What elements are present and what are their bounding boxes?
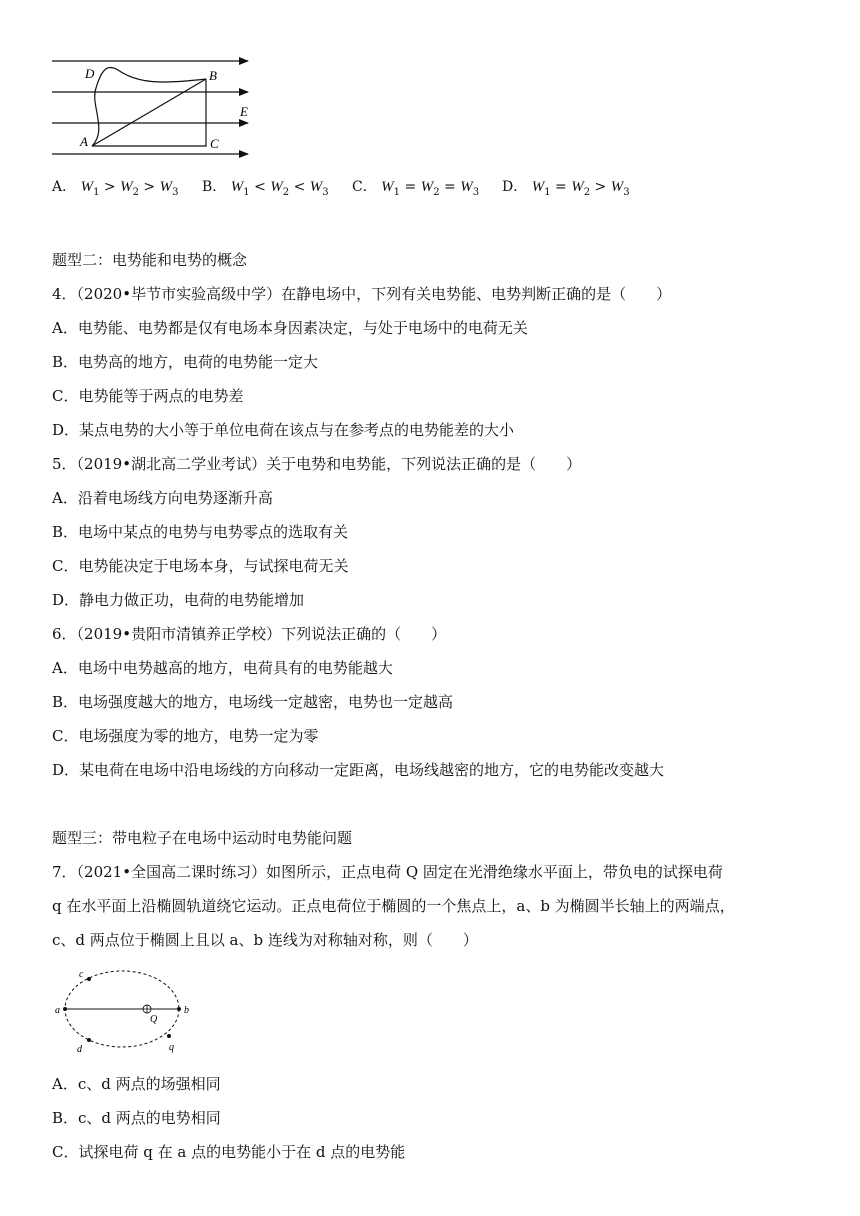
q4-option-a[interactable]: A．电势能、电势都是仅有电场本身因素决定，与处于电场中的电荷无关 xyxy=(52,319,528,337)
q7-stem-line-1: 7．（2021•全国高二课时练习）如图所示，正点电荷 Q 固定在光滑绝缘水平面上，带负电的试探电荷 xyxy=(52,863,723,881)
q5-stem: 5．（2019•湖北高二学业考试）关于电势和电势能，下列说法正确的是（ ） xyxy=(52,455,582,473)
point-c xyxy=(87,977,91,981)
label-e: E xyxy=(240,104,248,119)
section-2-heading: 题型二：电势能和电势的概念 xyxy=(52,251,248,269)
field-diagram xyxy=(50,50,260,162)
label-d: D xyxy=(85,66,95,81)
q7-option-c[interactable]: C．试探电荷 q 在 a 点的电势能小于在 d 点的电势能 xyxy=(52,1143,406,1161)
label-b: b xyxy=(184,1005,189,1016)
straight-path-ab xyxy=(92,79,206,146)
ellipse-orbit-diagram xyxy=(52,962,202,1058)
q3-option-c[interactable]: C． $W_1 = W_2 = W_3$ xyxy=(352,179,480,198)
q3-option-d[interactable]: D． $W_1 = W_2 > W_3$ xyxy=(502,179,630,198)
q7-stem-line-2: q 在水平面上沿椭圆轨道绕它运动。正点电荷位于椭圆的一个焦点上，a、b 为椭圆半长轴上的两端点， xyxy=(52,897,735,915)
q5-option-d[interactable]: D．静电力做正功，电荷的电势能增加 xyxy=(52,591,305,609)
q5-option-c[interactable]: C．电势能决定于电场本身，与试探电荷无关 xyxy=(52,557,349,575)
q6-option-c[interactable]: C．电场强度为零的地方，电势一定为零 xyxy=(52,727,319,745)
label-a: A xyxy=(80,134,88,149)
q4-stem: 4．（2020•毕节市实验高级中学）在静电场中，下列有关电势能、电势判断正确的是（ ） xyxy=(52,285,672,303)
q6-stem: 6．（2019•贵阳市清镇养正学校）下列说法正确的（ ） xyxy=(52,625,447,643)
q3-option-b[interactable]: B． $W_1 < W_2 < W_3$ xyxy=(202,179,329,198)
q7-option-b[interactable]: B．c、d 两点的电势相同 xyxy=(52,1109,221,1127)
point-a xyxy=(63,1007,67,1011)
label-c: C xyxy=(210,136,219,151)
q6-option-b[interactable]: B．电场强度越大的地方，电场线一定越密，电势也一定越高 xyxy=(52,693,454,711)
q6-option-a[interactable]: A．电场中电势越高的地方，电荷具有的电势能越大 xyxy=(52,659,393,677)
q6-option-d[interactable]: D．某电荷在电场中沿电场线的方向移动一定距离，电场线越密的地方，它的电势能改变越大 xyxy=(52,761,665,779)
point-d xyxy=(87,1038,91,1042)
q4-option-c[interactable]: C．电势能等于两点的电势差 xyxy=(52,387,244,405)
q7-stem-line-3: c、d 两点位于椭圆上且以 a、b 连线为对称轴对称，则（ ） xyxy=(52,931,478,949)
section-3-heading: 题型三：带电粒子在电场中运动时电势能问题 xyxy=(52,829,353,847)
label-b: B xyxy=(209,68,217,83)
point-b xyxy=(177,1007,181,1011)
label-d: d xyxy=(77,1044,82,1055)
point-q xyxy=(167,1034,171,1038)
q4-option-d[interactable]: D．某点电势的大小等于单位电荷在该点与在参考点的电势能差的大小 xyxy=(52,421,515,439)
label-big-q: Q xyxy=(150,1014,158,1025)
q5-option-b[interactable]: B．电场中某点的电势与电势零点的选取有关 xyxy=(52,523,349,541)
label-small-q: q xyxy=(169,1042,174,1053)
q7-option-a[interactable]: A．c、d 两点的场强相同 xyxy=(52,1075,221,1093)
curved-path-adb xyxy=(92,67,206,146)
label-a: a xyxy=(55,1005,60,1016)
q5-option-a[interactable]: A．沿着电场线方向电势逐渐升高 xyxy=(52,489,273,507)
q3-option-a[interactable]: A． $W_1 > W_2 > W_3$ xyxy=(52,179,179,198)
q4-option-b[interactable]: B．电势高的地方，电荷的电势能一定大 xyxy=(52,353,319,371)
label-c: c xyxy=(79,969,84,980)
